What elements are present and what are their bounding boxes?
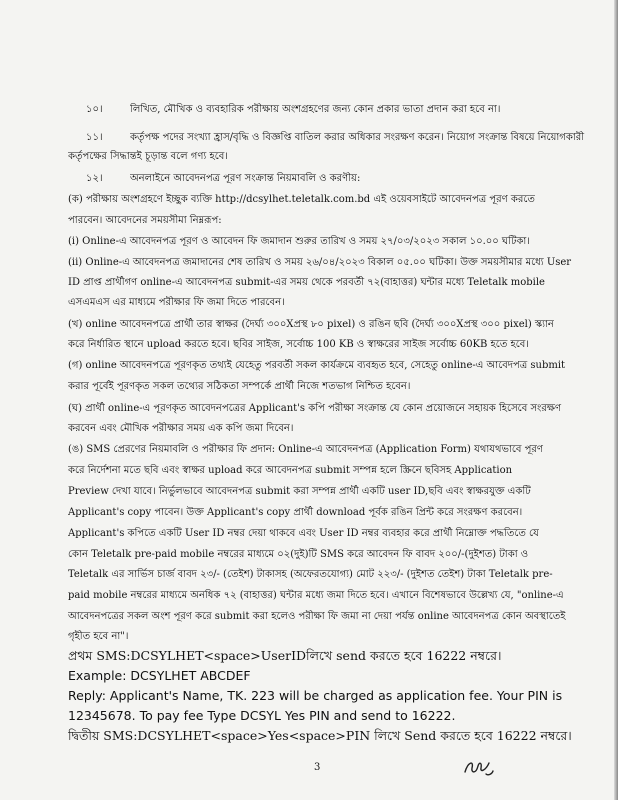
item-number: ১০। [86,104,103,115]
text-line: (গ) online আবেদনপত্রে পূরণকৃত তথ্যই যেহেতু পরবর্তী সকল কার্যক্রমে ব্যবহৃত হবে, সেহেতু online-এ আবেদপত্র submit [68,360,566,371]
sms-reply-line-2: 12345678. To pay fee Type DCSYL Yes PIN and send to 16222. [68,708,456,723]
item-text: অনলাইনে আবেদনপত্র পূরণ সংক্রান্ত নিয়মাবলি ও করণীয়: [130,173,361,184]
text-line: করে নির্দেশনা মতে ছবি এবং স্বাক্ষর upload করে আবেদনপত্র submit সম্পন্ন হলে স্ক্রিনে ছবিসহ Application [68,465,513,476]
text-line: করে নির্ধারিত স্থানে upload করতে হবে। ছবির সাইজ, সর্বোচ্চ 100 KB ও স্বাক্ষরের সাইজ সর্বোচ্চ 60KB হতে হবে। [68,339,529,350]
text-line: Applicant's কপিতে একটি User ID নম্বর দেয়া থাকবে এবং User ID নম্বর ব্যবহার করে প্রার্থী নিম্নোক্ত পদ্ধতিতে যে [68,528,539,539]
text-line: (i) Online-এ আবেদনপত্র পূরণ ও আবেদন ফি জমাদান শুরুর তারিখ ও সময় ২৭/০৩/২০২৩ সকাল ১০.০০ ঘটিকা। [68,236,530,247]
text-line: করবেন এবং মৌখিক পরীক্ষার সময় এক কপি জমা দিবেন। [68,423,294,434]
text-line: গৃহীত হবে না"। [68,631,129,642]
item-text: কর্তৃপক্ষ পদের সংখ্যা হ্রাস/বৃদ্ধি ও বিজ্ঞপ্তি বাতিল করার অধিকার সংরক্ষণ করেন। নিয়োগ সংক্রান্ত বিষয়ে নিয়োগকারী [130,132,585,143]
text-line: (ক) পরীক্ষায় অংশগ্রহণে ইচ্ছুক ব্যক্তি http://dcsylhet.teletalk.com.bd এই ওয়েবসাইটে আবেদনপত্র পূরণ করতে [68,194,535,205]
text-line: (ঘ) প্রার্থী online-এ পূরণকৃত আবেদনপত্রের Applicant's কপি পরীক্ষা সংক্রান্ত যে কোন প্রয়োজনে সহায়ক হিসেবে সংরক্ষণ [68,403,561,414]
sms-reply-line-1: Reply: Applicant's Name, TK. 223 will be charged as application fee. Your PIN is [68,688,563,703]
item-number: ১১। [86,132,103,143]
page-number: 3 [314,762,321,773]
text-line: কর্তৃপক্ষের সিদ্ধান্তই চূড়ান্ত বলে গণ্য হবে। [68,151,228,162]
sms-example: Example: DCSYLHET ABCDEF [68,668,251,683]
sms-second-instruction: দ্বিতীয় SMS:DCSYLHET<space>Yes<space>PIN লিখে Send করতে হবে 16222 নম্বরে। [68,728,572,743]
text-line: (ii) Online-এ আবেদনপত্র জমাদানের শেষ তারিখ ও সময় ২৬/০৪/২০২৩ বিকাল ০৫.০০ ঘটিকা। উক্ত সময়সীমার মধ্যে User [68,257,572,268]
text-line: ID প্রাপ্ত প্রার্থীগণ online-এ আবেদনপত্র submit-এর সময় থেকে পরবর্তী ৭২(বাহাত্তর) ঘন্টার মধ্যে Teletalk mobile [68,277,545,288]
text-line: আবেদনপত্রের সকল অংশ পূরণ করে submit করা হলেও পরীক্ষা ফি জমা না দেয়া পর্যন্ত online আবেদনপত্র কোন অবস্থাতেই [68,611,566,622]
scan-edge-shadow [614,0,618,800]
text-line: কোন Teletalk pre-paid mobile নম্বরের মাধ্যমে ০২(দুই)টি SMS করে আবেদন ফি বাবদ ২০০/-(দুইশত) টাকা ও [68,549,529,560]
text-line: Teletalk এর সার্ভিস চার্জ বাবদ ২৩/- (তেইশ) টাকাসহ (অফেরতযোগ্য) মোট ২২৩/- (দুইশত তেইশ) টাকা Teletalk pre- [68,569,553,580]
text-line: Applicant's copy পাবেন। উক্ত Applicant's copy প্রার্থী download পূর্বক রঙিন প্রিন্ট করে সংরক্ষণ করবেন। [68,507,523,518]
item-text: লিখিত, মৌখিক ও ব্যবহারিক পরীক্ষায় অংশগ্রহণের জন্য কোন প্রকার ভাতা প্রদান করা হবে না। [130,104,501,115]
text-line: এসএমএস এর মাধ্যমে পরীক্ষার ফি জমা দিতে পারবেন। [68,297,285,308]
text-line: করার পূর্বেই পূরণকৃত সকল তথ্যের সঠিকতা সম্পর্কে প্রার্থী নিজে শতভাগ নিশ্চিত হবেন। [68,381,411,392]
text-line: Preview দেখা যাবে। নির্ভুলভাবে আবেদনপত্র submit করা সম্পন্ন প্রার্থী একটি user ID,ছবি এবং স্বাক্ষরযুক্ত একটি [68,486,531,497]
text-line: paid mobile নম্বরের মাধ্যমে অনধিক ৭২ (বাহাত্তর) ঘন্টার মধ্যে জমা দিতে হবে। এখানে বিশেষভাবে উল্লেখ্য যে, "online-এ [68,590,564,601]
item-number: ১২। [86,173,103,184]
sms-first-instruction: প্রথম SMS:DCSYLHET<space>UserIDলিখে send করতে হবে 16222 নম্বরে। [68,648,502,663]
signature-mark [462,754,496,780]
text-line: (খ) online আবেদনপত্রে প্রার্থী তার স্বাক্ষর (দৈর্ঘ্য ৩০০Xপ্রস্থ ৮০ pixel) ও রঙিন ছবি (দৈর্ঘ্য ৩০০Xপ্রস্থ ৩০০ pixel) স্ক্যান [68,319,554,330]
text-line: (ঙ) SMS প্রেরণের নিয়মাবলি ও পরীক্ষার ফি প্রদান: Online-এ আবেদনপত্র (Application Form) যথাযথভাবে পূরণ [68,444,543,455]
text-line: পারবেন। আবেদনের সময়সীমা নিম্নরূপ: [68,215,222,226]
